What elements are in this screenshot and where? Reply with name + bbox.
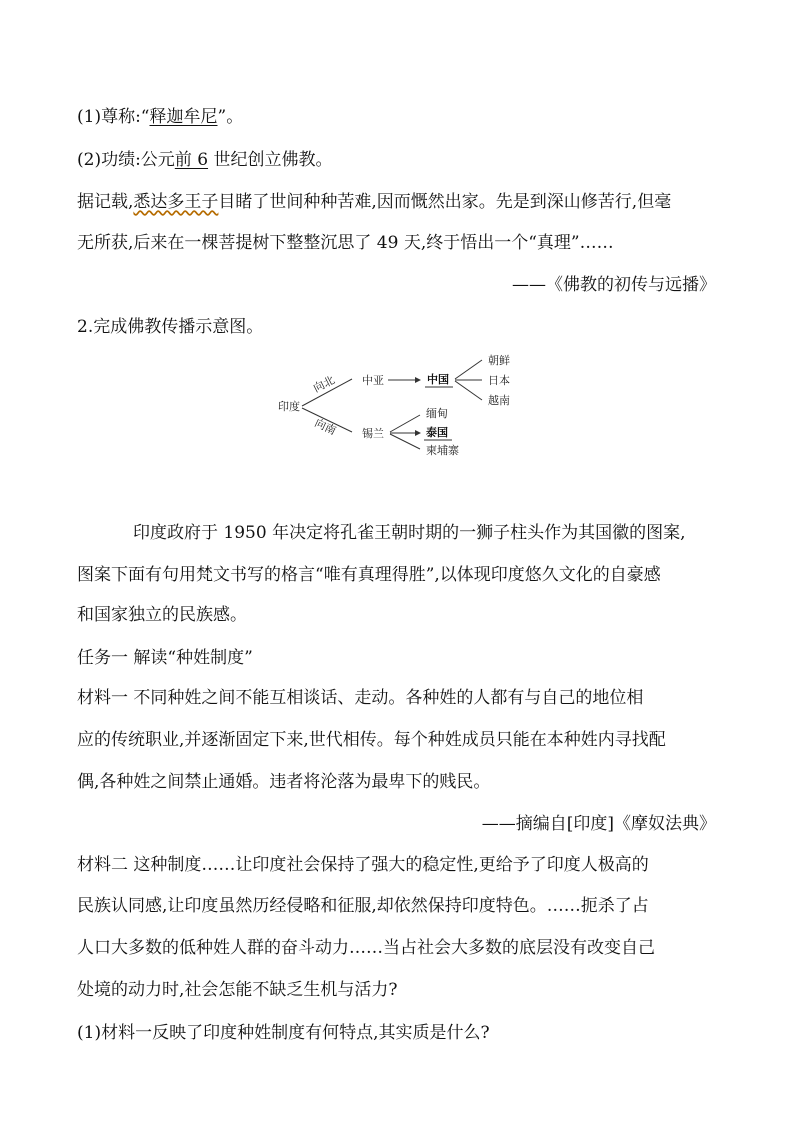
south-label: 向南 xyxy=(312,416,339,438)
q2-answer: 前 6 xyxy=(174,150,209,170)
question-achievement xyxy=(77,149,332,171)
line-to-cambodia xyxy=(390,434,420,449)
vietnam: 越南 xyxy=(488,394,510,407)
buddhism-spread-diagram xyxy=(270,345,530,465)
q2-prefix: (2)功绩:公元 xyxy=(77,150,175,170)
story-l1-c: 目睹了世间种种苦难,因而慨然出家。先是到深山修苦行,但毫 xyxy=(218,192,672,212)
question-diagram: 2.完成佛教传播示意图。 xyxy=(77,317,264,337)
material-2-line-2: 民族认同感,让印度虽然历经侵略和征服,却依然保持印度特色。……扼杀了占 xyxy=(77,896,649,916)
burma: 缅甸 xyxy=(426,407,448,420)
korea: 朝鲜 xyxy=(488,354,510,367)
material-2-line-1: 材料二 这种制度……让印度社会保持了强大的稳定性,更给予了印度人极高的 xyxy=(77,855,649,875)
central-asia: 中亚 xyxy=(362,374,384,387)
para-line-1: 印度政府于 1950 年决定将孔雀王朝时期的一狮子柱头作为其国徽的图案, xyxy=(133,523,686,543)
material-1-line-3: 偶,各种姓之间禁止通婚。违者将沦落为最卑下的贱民。 xyxy=(77,772,491,792)
para-line-3: 和国家独立的民族感。 xyxy=(77,605,247,625)
material-1-source: ——摘编自[印度]《摩奴法典》 xyxy=(481,814,716,834)
sri-lanka: 锡兰 xyxy=(362,427,384,440)
line-to-burma xyxy=(390,415,420,432)
question-caste: (1)材料一反映了印度种姓制度有何特点,其实质是什么? xyxy=(77,1023,490,1043)
line-to-korea xyxy=(455,360,482,379)
north-label: 向北 xyxy=(311,373,337,396)
q1-answer: 释迦牟尼 xyxy=(149,107,218,127)
material-2-line-3: 人口大多数的低种姓人群的奋斗动力……当占社会大多数的底层没有改变自己 xyxy=(77,938,655,958)
japan: 日本 xyxy=(488,374,510,387)
cambodia: 柬埔寨 xyxy=(426,444,459,457)
origin-india: 印度 xyxy=(278,400,300,413)
material-2-line-4: 处境的动力时,社会怎能不缺乏生机与活力? xyxy=(77,980,398,1000)
material-1-line-2: 应的传统职业,并逐渐固定下来,世代相传。每个种姓成员只能在本种姓内寻找配 xyxy=(77,730,666,750)
story-source: ——《佛教的初传与远播》 xyxy=(512,275,716,295)
para-line-2: 图案下面有句用梵文书写的格言“唯有真理得胜”,以体现印度悠久文化的自豪感 xyxy=(77,565,661,585)
q2-suffix: 世纪创立佛教。 xyxy=(208,150,333,170)
story-line-1 xyxy=(77,191,671,213)
china: 中国 xyxy=(427,373,449,386)
story-line-2: 无所获,后来在一棵菩提树下整整沉思了 49 天,终于悟出一个“真理”…… xyxy=(77,233,614,253)
q1-suffix: ”。 xyxy=(217,107,244,127)
thailand: 泰国 xyxy=(426,426,448,439)
q1-prefix: (1)尊称:“ xyxy=(77,107,150,127)
line-to-vietnam xyxy=(455,381,482,400)
task-heading: 任务一 解读“种姓制度” xyxy=(77,648,253,668)
prince-name: 悉达多王子 xyxy=(133,192,219,212)
question-honorific xyxy=(77,106,243,128)
story-l1-a: 据记载, xyxy=(77,192,134,212)
material-1-line-1: 材料一 不同种姓之间不能互相谈话、走动。各种姓的人都有与自己的地位相 xyxy=(77,688,644,708)
